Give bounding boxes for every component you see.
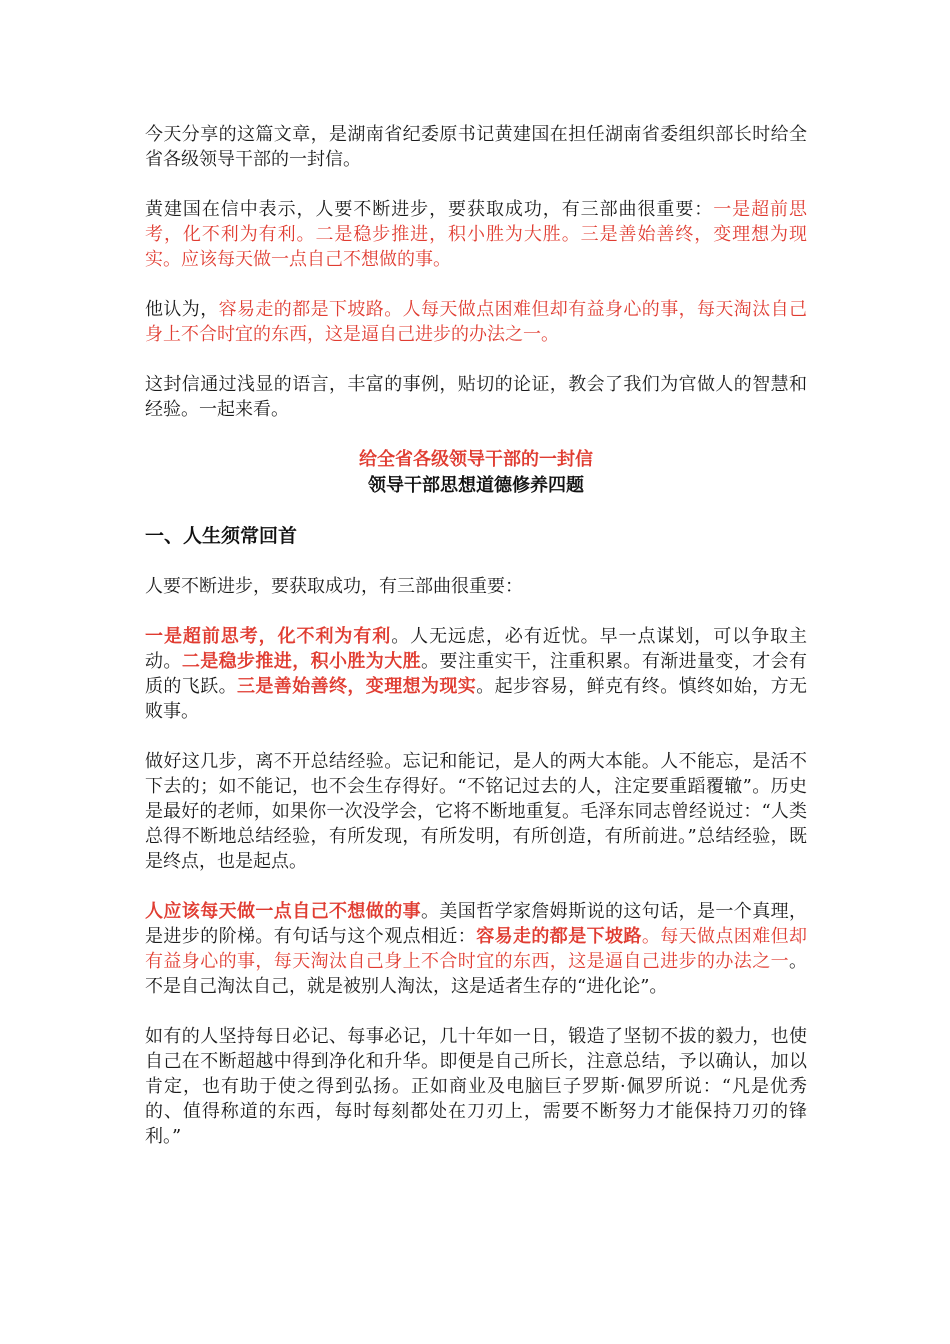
downhill-highlight: 容易走的都是下坡路 xyxy=(476,926,642,947)
step-two-highlight: 二是稳步推进，积小胜为大胜 xyxy=(181,651,422,672)
highlight-three-steps: 一是超前思考，化不利为有利。二是稳步推进，积小胜为大胜。三是善始善终，变理想为现实。应该每天做一点自己不想做的事。 xyxy=(145,199,807,270)
letter-subtitle: 领导干部思想道德修养四题 xyxy=(368,475,584,496)
daily-hardship-highlight: 。每天做点困难但却有益身心的事，每天淘汰自己身上不合时宜的东西，这是逼自己进步的办法之一 xyxy=(145,926,808,972)
letter-title: 给全省各级领导干部的一封信 xyxy=(359,449,593,470)
section1-paragraph-1: 人要不断进步，要获取成功，有三部曲很重要： xyxy=(145,576,523,597)
section1-paragraph-2: 一是超前思考，化不利为有利。人无远虑，必有近忧。早一点谋划，可以争取主动。二是稳步推进，积小胜为大胜。要注重实干，注重积累。有渐进量变，才会有质的飞跃。三是善始善终，变理想为现实。起步容易，鲜克有终。慎终如始，方无败事。 xyxy=(145,626,808,722)
section-heading-1: 一、人生须常回首 xyxy=(145,525,298,547)
highlight-downhill: 容易走的都是下坡路。人每天做点困难但却有益身心的事，每天淘汰自己身上不合时宜的东西，这是逼自己进步的办法之一。 xyxy=(145,299,808,345)
section1-paragraph-4: 人应该每天做一点自己不想做的事。美国哲学家詹姆斯说的这句话，是一个真理，是进步的阶梯。有句话与这个观点相近：容易走的都是下坡路。每天做点困难但却有益身心的事，每天淘汰自己身上不合时宜的东西，这是逼自己进步的办法之一。不是自己淘汰自己，就是被别人淘汰，这是适者生存的“进化论”。 xyxy=(145,901,808,997)
document-page xyxy=(145,122,807,1149)
section1-paragraph-3: 做好这几步，离不开总结经验。忘记和能记，是人的两大本能。人不能忘，是活不下去的；如不能记，也不会生存得好。“不铭记过去的人，注定要重蹈覆辙”。历史是最好的老师，如果你一次没学会，它将不断地重复。毛泽东同志曾经说过：“人类总得不断地总结经验，有所发现，有所发明，有所创造，有所前进。”总结经验，既是终点，也是起点。 xyxy=(145,751,807,872)
step-one-highlight: 一是超前思考，化不利为有利 xyxy=(145,626,392,647)
section1-paragraph-5: 如有的人坚持每日必记、每事必记，几十年如一日，锻造了坚韧不拔的毅力，也使自己在不断超越中得到净化和升华。即便是自己所长，注意总结，予以确认，加以肯定，也有助于使之得到弘扬。正如商业及电脑巨子罗斯·佩罗所说：“凡是优秀的、值得称道的东西，每时每刻都处在刀刃上，需要不断努力才能保持刀刃的锋利。” xyxy=(145,1026,807,1147)
step-three-highlight: 三是善始善终，变理想为现实 xyxy=(237,676,477,697)
intro-paragraph-4: 这封信通过浅显的语言，丰富的事例，贴切的论证，教会了我们为官做人的智慧和经验。一起来看。 xyxy=(145,374,807,420)
james-quote-highlight: 人应该每天做一点自己不想做的事 xyxy=(145,901,421,922)
intro-paragraph-2: 黄建国在信中表示，人要不断进步，要获取成功，有三部曲很重要：一是超前思考，化不利为有利。二是稳步推进，积小胜为大胜。三是善始善终，变理想为现实。应该每天做一点自己不想做的事。 xyxy=(145,199,807,270)
intro-paragraph-3: 他认为，容易走的都是下坡路。人每天做点困难但却有益身心的事，每天淘汰自己身上不合时宜的东西，这是逼自己进步的办法之一。 xyxy=(145,299,808,345)
intro-paragraph-1: 今天分享的这篇文章，是湖南省纪委原书记黄建国在担任湖南省委组织部长时给全省各级领导干部的一封信。 xyxy=(145,124,807,170)
